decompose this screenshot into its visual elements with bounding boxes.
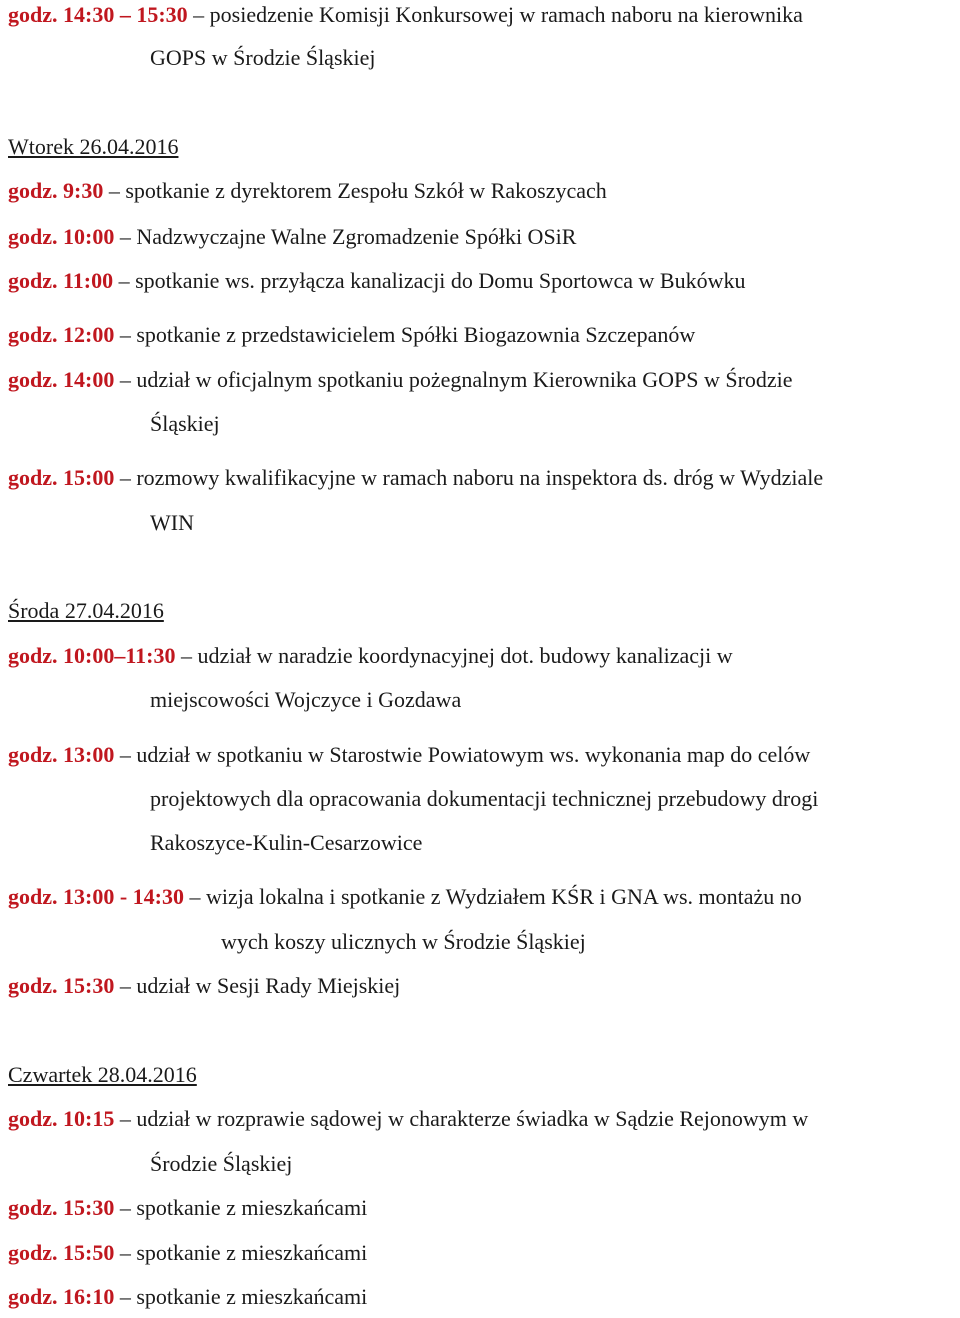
time-range: 12:00 [63,322,115,347]
schedule-entry [8,884,802,910]
godz-label: godz. [8,224,58,249]
day-heading: Wtorek 26.04.2016 [8,134,179,159]
godz-label: godz. [8,1240,58,1265]
schedule-entry [8,322,695,348]
dash: – [119,224,131,249]
entry-text: spotkanie z mieszkańcami [136,1195,368,1220]
dash: – [119,1284,131,1309]
time-range: 10:00–11:30 [63,643,176,668]
time-range: 10:00 [63,224,115,249]
day-heading: Czwartek 28.04.2016 [8,1062,197,1087]
godz-label: godz. [8,742,58,767]
dash: – [119,1106,131,1131]
schedule-entry [8,465,823,491]
time-range: 15:50 [63,1240,115,1265]
dash: – [119,322,131,347]
time-range: 11:00 [63,268,114,293]
godz-label: godz. [8,1106,58,1131]
godz-label: godz. [8,2,58,27]
entry-continuation: projektowych dla opracowania dokumentacji technicznej przebudowy drogi [150,786,819,811]
dash: – [119,367,131,392]
schedule-entry [8,1106,808,1132]
entry-continuation: WIN [150,510,194,535]
schedule-entry [8,973,400,999]
schedule-entry [8,268,745,294]
godz-label: godz. [8,367,58,392]
entry-text: spotkanie ws. przyłącza kanalizacji do Domu Sportowca w Bukówku [135,268,746,293]
time-range: 9:30 [63,178,104,203]
godz-label: godz. [8,465,58,490]
dash: – [119,1195,131,1220]
godz-label: godz. [8,178,58,203]
time-range: 14:00 [63,367,115,392]
entry-text: spotkanie z mieszkańcami [136,1240,368,1265]
schedule-entry [8,224,576,250]
entry-continuation: miejscowości Wojczyce i Gozdawa [150,687,462,712]
time-range: 13:00 [63,742,115,767]
entry-text: Nadzwyczajne Walne Zgromadzenie Spółki OSiR [136,224,577,249]
dash: – [108,178,120,203]
schedule-entry [8,1284,367,1310]
schedule-entry [8,367,793,393]
dash: – [119,1240,131,1265]
schedule-entry [8,178,607,204]
time-range: 15:30 [63,973,115,998]
dash: – [193,2,205,27]
schedule-entry [8,2,803,28]
godz-label: godz. [8,322,58,347]
dash: – [189,884,201,909]
entry-continuation: Rakoszyce-Kulin-Cesarzowice [150,830,423,855]
entry-text: spotkanie z mieszkańcami [136,1284,368,1309]
entry-text: spotkanie z dyrektorem Zespołu Szkół w Rakoszycach [125,178,607,203]
godz-label: godz. [8,1195,58,1220]
time-range: 14:30 – 15:30 [63,2,188,27]
dash: – [119,973,131,998]
godz-label: godz. [8,1284,58,1309]
godz-label: godz. [8,268,58,293]
day-heading: Środa 27.04.2016 [8,598,164,623]
godz-label: godz. [8,643,58,668]
schedule-entry [8,643,733,669]
entry-continuation: GOPS w Środzie Śląskiej [150,45,376,70]
entry-text: rozmowy kwalifikacyjne w ramach naboru na inspektora ds. dróg w Wydziale [136,465,824,490]
time-range: 13:00 - 14:30 [63,884,184,909]
time-range: 16:10 [63,1284,115,1309]
godz-label: godz. [8,884,58,909]
dash: – [180,643,192,668]
entry-text: udział w naradzie koordynacyjnej dot. budowy kanalizacji w [197,643,733,668]
dash: – [118,268,130,293]
schedule-entry [8,742,810,768]
dash: – [119,742,131,767]
entry-continuation: Śląskiej [150,411,220,436]
entry-text: spotkanie z przedstawicielem Spółki Biogazownia Szczepanów [136,322,696,347]
time-range: 15:00 [63,465,115,490]
schedule-entry [8,1240,367,1266]
entry-text: udział w rozprawie sądowej w charakterze świadka w Sądzie Rejonowym w [136,1106,809,1131]
entry-continuation: Środzie Śląskiej [150,1151,293,1176]
entry-continuation: wych koszy ulicznych w Środzie Śląskiej [221,929,586,954]
entry-text: wizja lokalna i spotkanie z Wydziałem KŚR i GNA ws. montażu no [205,884,802,909]
time-range: 10:15 [63,1106,115,1131]
schedule-entry [8,1195,367,1221]
godz-label: godz. [8,973,58,998]
entry-text: udział w Sesji Rady Miejskiej [136,973,401,998]
entry-text: udział w spotkaniu w Starostwie Powiatowym ws. wykonania map do celów [136,742,811,767]
time-range: 15:30 [63,1195,115,1220]
entry-text: posiedzenie Komisji Konkursowej w ramach naboru na kierownika [209,2,803,27]
entry-text: udział w oficjalnym spotkaniu pożegnalnym Kierownika GOPS w Środzie [136,367,793,392]
dash: – [119,465,131,490]
